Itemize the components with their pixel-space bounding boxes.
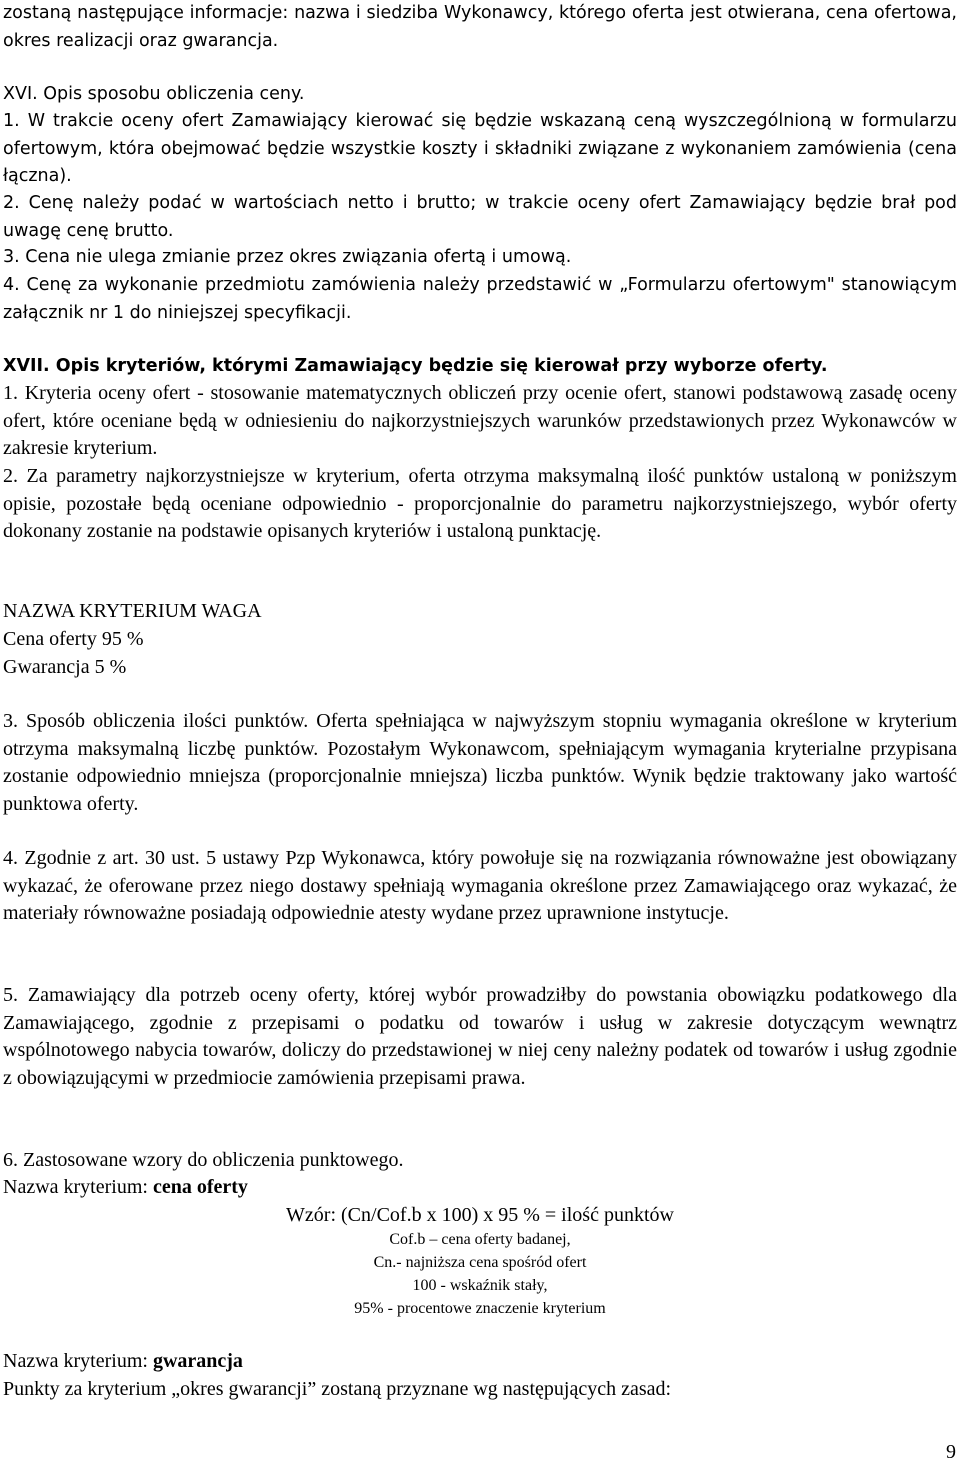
section-xvi-paragraph-1: 1. W trakcie oceny ofert Zamawiający kierować się będzie wskazaną ceną wyszczególnioną w formularzu ofertowym, która obejmować będzie wszystkie koszty i składniki związane z wykonaniem zamówienia (cena łączna).: [3, 111, 957, 186]
intro-paragraph: zostaną następujące informacje: nazwa i siedziba Wykonawcy, którego oferta jest otwierana, cena ofertowa, okres realizacji oraz gwarancja.: [3, 3, 957, 51]
formula-legend-cofb: Cof.b – cena oferty badanej,: [389, 1231, 571, 1248]
criteria-price-weight: Cena oferty 95 %: [3, 628, 144, 650]
criteria-warranty-weight: Gwarancja 5 %: [3, 656, 127, 678]
criterion-price-line: [3, 1174, 957, 1202]
section-xvii-paragraph-5: 5. Zamawiający dla potrzeb oceny oferty, której wybór prowadziłby do powstania obowiązku podatkowego dla Zamawiającego, zgodnie z przepisami o podatku od towarów i usług w zakresie dotyczącym wewnątrz wspólnotowego nabycia towarów, doliczy do przedstawionej w niej ceny należny podatek od towarów i usług zgodnie z obowiązującymi w przedmiocie zamówienia przepisami prawa.: [3, 984, 957, 1089]
page-number: 9: [946, 1441, 956, 1463]
criteria-table-header: NAZWA KRYTERIUM WAGA: [3, 600, 262, 622]
section-xvii-paragraph-4: 4. Zgodnie z art. 30 ust. 5 ustawy Pzp Wykonawca, który powołuje się na rozwiązania równoważne jest obowiązany wykazać, że oferowane przez niego dostawy spełniają wymagania określone przez Zamawiającego oraz wykazać, że materiały równoważne posiadają odpowiednie atesty wydane przez uprawnione instytucje.: [3, 847, 957, 924]
section-xvii-paragraph-1: 1. Kryteria oceny ofert - stosowanie matematycznych obliczeń przy ocenie ofert, stanowi podstawową zasadę oceny ofert, które oceniane będą w odniesieniu do najkorzystniejszych warunków przedstawionych przez Wykonawców w zakresie kryterium.: [3, 382, 957, 459]
section-xvii-title: XVII. Opis kryteriów, którymi Zamawiający będzie się kierował przy wyborze oferty.: [3, 356, 828, 376]
criterion-warranty-line: [3, 1348, 957, 1376]
formula-legend-weight: 95% - procentowe znaczenie kryterium: [354, 1300, 606, 1317]
section-xvi-paragraph-4: 4. Cenę za wykonanie przedmiotu zamówienia należy przedstawić w „Formularzu ofertowym" stanowiącym załącznik nr 1 do niniejszej specyfikacji.: [3, 275, 957, 323]
criterion-price-label: Nazwa kryterium:: [3, 1176, 153, 1198]
section-xvii-paragraph-3: 3. Sposób obliczenia ilości punktów. Oferta spełniająca w najwyższym stopniu wymagania określone w kryterium otrzyma maksymalną liczbę punktów. Pozostałym Wykonawcom, spełniającym wymagania kryterialne przypisana zostanie odpowiednio mniejsza (proporcjonalnie mniejsza) liczba punktów. Wynik będzie traktowany jako wartość punktowa oferty.: [3, 710, 957, 815]
criterion-price-name: cena oferty: [152, 1176, 248, 1198]
formula-legend-cn: Cn.- najniższa cena spośród ofert: [373, 1254, 587, 1271]
price-formula: Wzór: (Cn/Cof.b x 100) x 95 % = ilość punktów: [286, 1204, 674, 1226]
criterion-warranty-name: gwarancja: [152, 1350, 243, 1372]
section-xvii-paragraph-2: 2. Za parametry najkorzystniejsze w kryterium, oferta otrzyma maksymalną ilość punktów ustaloną w poniższym opisie, pozostałe będą oceniane odpowiednio - proporcjonalnie do parametru najkorzystniejszego, wybór oferty dokonany zostanie na podstawie opisanych kryteriów i ustaloną punktację.: [3, 465, 957, 542]
section-xvi-paragraph-2: 2. Cenę należy podać w wartościach netto i brutto; w trakcie oceny ofert Zamawiający będzie brał pod uwagę cenę brutto.: [3, 193, 957, 241]
section-xvii-paragraph-6: 6. Zastosowane wzory do obliczenia punktowego.: [3, 1149, 404, 1171]
section-xvi-title: XVI. Opis sposobu obliczenia ceny.: [3, 84, 305, 104]
formula-legend-constant: 100 - wskaźnik stały,: [412, 1277, 548, 1294]
warranty-points-rule: Punkty za kryterium „okres gwarancji” zostaną przyznane wg następujących zasad:: [3, 1378, 672, 1400]
criterion-warranty-label: Nazwa kryterium:: [3, 1350, 153, 1372]
section-xvi-paragraph-3: 3. Cena nie ulega zmianie przez okres związania ofertą i umową.: [3, 247, 572, 267]
